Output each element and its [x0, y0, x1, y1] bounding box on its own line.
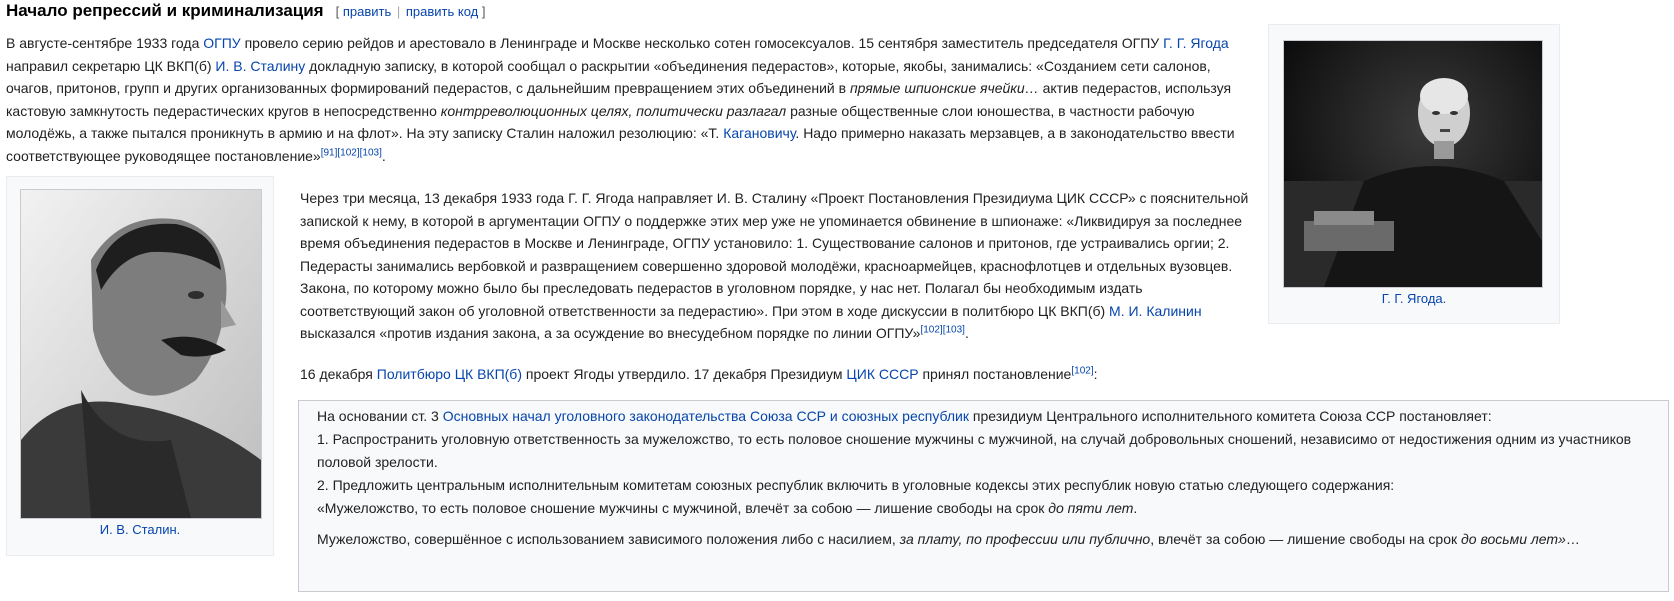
ref-102[interactable]: [102] — [920, 324, 943, 336]
italic-text: до пяти лет — [1048, 500, 1134, 516]
text: президиум Центрального исполнительного комитета Союза ССР постановляет: — [968, 408, 1492, 424]
link-ogpu[interactable]: ОГПУ — [203, 35, 241, 51]
text: : — [1093, 366, 1098, 382]
link-politburo[interactable]: Политбюро ЦК ВКП(б) — [376, 366, 522, 382]
link-kaganovich[interactable]: Кагановичу — [723, 125, 796, 141]
italic-text: до восьми лет» — [1461, 531, 1566, 547]
text: В августе-сентябре 1933 года — [6, 35, 204, 51]
stalin-portrait-drawing — [21, 190, 261, 518]
italic-text: прямые шпионские ячейки… — [849, 80, 1039, 96]
section-heading — [6, 0, 486, 26]
link-yagoda[interactable]: Г. Г. Ягода — [1163, 35, 1229, 51]
edit-code-link[interactable]: править код — [405, 4, 479, 19]
quote-line-1 — [317, 405, 1654, 428]
text: . — [381, 147, 386, 164]
figure-yagoda — [1268, 24, 1560, 324]
text: направил секретарю ЦК ВКП(б) — [6, 57, 216, 74]
text: разные общественные слои юношества, в частности рабочую молодёжь, а также пытался проникнуть в армию и на флот». На эту записку Сталин наложил резолюцию: «Т. — [6, 102, 1195, 141]
link-tsik[interactable]: ЦИК СССР — [846, 366, 919, 382]
section-title: Начало репрессий и криминализация — [6, 1, 324, 20]
italic-text: за плату, по профессии или публично — [899, 531, 1151, 547]
italic-text: контрреволюционных целях, политически разлагал — [440, 102, 787, 119]
ref-103[interactable]: [103] — [942, 324, 965, 336]
yagoda-caption[interactable]: Г. Г. Ягода. — [1381, 291, 1447, 306]
text: принял постановление — [918, 366, 1072, 382]
text: . — [964, 325, 969, 341]
text: Мужеложство, совершённое с использованием зависимого положения либо с насилием, — [317, 531, 900, 547]
text: . — [1133, 500, 1138, 516]
quote-line-2: 1. Распространить уголовную ответственность за мужеложство, то есть половое сношение мужчины с мужчиной, на случай добровольных сношений, независимо от недостижения одним из участников половой зрелости. — [317, 431, 1632, 470]
edit-bracket-open: [ — [335, 4, 340, 19]
text: провело серию рейдов и арестовало в Ленинграде и Москве несколько сотен гомосексуалов. 15 сентября заместитель председателя ОГПУ — [240, 35, 1164, 51]
text: 16 декабря — [300, 366, 377, 382]
paragraph-2 — [300, 187, 1260, 345]
text: актив педерастов, используя кастовую замкнутость педерастических кругов в непосредственно — [6, 80, 1232, 119]
text: . Надо примерно наказать мерзавцев, а в законодательство ввести соответствующее руководящее постановление» — [6, 125, 1235, 164]
paragraph-1 — [6, 32, 1260, 167]
edit-section-links — [336, 4, 486, 19]
link-basic-principles[interactable]: Основных начал уголовного законодательства Союза ССР и союзных республик — [442, 408, 969, 424]
quote-line-4 — [317, 497, 1654, 520]
ref-103[interactable]: [103] — [359, 146, 382, 158]
ref-102[interactable]: [102] — [337, 146, 360, 158]
link-stalin[interactable]: И. В. Сталину — [215, 57, 306, 74]
yagoda-portrait-image[interactable] — [1283, 40, 1543, 288]
stalin-caption[interactable]: И. В. Сталин. — [99, 522, 181, 537]
text: Через три месяца, 13 декабря 1933 года Г. Г. Ягода направляет И. В. Сталину «Проект Постановления Президиума ЦИК СССР» с пояснительной запиской к нему, в которой в аргументации ОГПУ о поддержке этих мер уже не упоминается обвинение в шпионаже: «Ликвидируя за последнее время объединения педерастов в Москве и Ленинграде, ОГПУ установило: 1. Существование салонов и притонов, где устраивались оргии; 2. Педерасты занимались вербовкой и развращением совершенно здоровой молодёжи, красноармейцев, краснофлотцев и отдельных вузовцев. Закона, по которому можно было бы преследовать педерастов в уголовном порядке, у нас нет. Полагал бы необходимым издать соответствующий закон об уголовной ответственности за педерастию». При этом в ходе дискуссии в политбюро ЦК ВКП(б) — [300, 190, 1249, 319]
quote-line-3: 2. Предложить центральным исполнительным комитетам союзных республик включить в уголовные кодексы этих республик новую статью следующего содержания: — [317, 477, 1395, 493]
text: докладную записку, в которой сообщал о раскрытии «объединения педерастов», которые, якобы, занимались: «Созданием сети салонов, очагов, притонов, групп и других организованных формирований педерастов, с дальнейшим превращением этих объединений в — [6, 57, 1211, 96]
decree-quote — [298, 400, 1669, 592]
paragraph-3 — [300, 363, 1660, 386]
text: высказался «против издания закона, а за осуждение во внесудебном порядке по линии ОГПУ» — [300, 325, 921, 341]
text: На основании ст. 3 — [317, 408, 443, 424]
text: «Мужеложство, то есть половое сношение мужчины с мужчиной, влечёт за собою — лишение свободы на срок — [317, 500, 1049, 516]
yagoda-portrait-drawing — [1284, 41, 1542, 287]
edit-separator: | — [396, 4, 401, 19]
link-kalinin[interactable]: М. И. Калинин — [1109, 302, 1202, 319]
ref-91[interactable]: [91] — [320, 146, 338, 158]
text: … — [1565, 531, 1580, 547]
quote-line-5 — [317, 528, 1654, 551]
edit-bracket-close: ] — [481, 4, 486, 19]
stalin-portrait-image[interactable] — [20, 189, 262, 519]
ref-102[interactable]: [102] — [1071, 365, 1094, 377]
text: , влечёт за собою — лишение свободы на срок — [1150, 531, 1462, 547]
figure-stalin — [6, 176, 274, 556]
text: проект Ягоды утвердило. 17 декабря Президиум — [522, 366, 847, 382]
edit-link[interactable]: править — [342, 4, 392, 19]
